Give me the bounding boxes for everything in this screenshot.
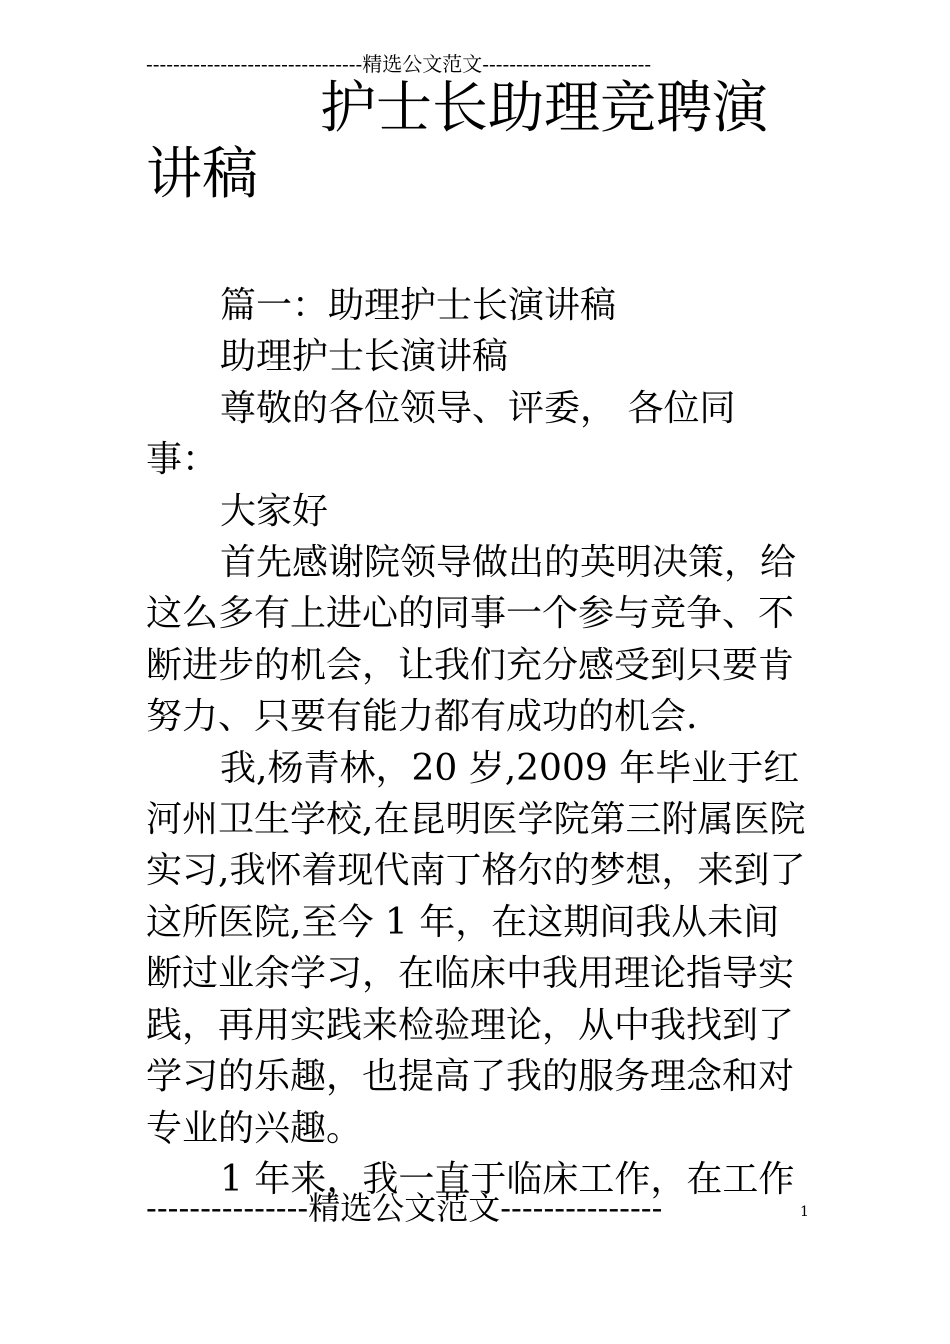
- page-header: --------------------------------精选公文范文-------------------------: [146, 52, 652, 76]
- paragraph: 1 年来，我一直于临床工作，在工作: [220, 1158, 795, 1200]
- page-footer: ---------------精选公文范文---------------: [146, 1189, 663, 1227]
- salutation: 尊敬的各位领导、评委， 各位同事：: [146, 387, 736, 481]
- title-line-2: 讲稿: [146, 142, 258, 207]
- page-number: 1: [800, 1204, 809, 1220]
- document-title: [146, 76, 806, 208]
- paragraph: 首先感谢院领导做出的英明决策，给这么多有上进心的同事一个参与竞争、不断进步的机会，让我们充分感受到只要肯努力、只要有能力都有成功的机会.: [146, 542, 797, 738]
- document-body: [146, 280, 806, 1205]
- section-heading: 篇一：助理护士长演讲稿: [220, 285, 617, 326]
- title-line-1: 护士长助理竞聘演: [320, 76, 768, 141]
- greeting: 大家好: [220, 490, 329, 532]
- paragraph: 我,杨青林，20 岁,2009 年毕业于红河州卫生学校,在昆明医学院第三附属医院实习,我怀着现代南丁格尔的梦想，来到了这所医院,至今 1 年，在这期间我从未间断过业余学习，在临床中我用理论指导实践，再用实践来检验理论，从中我找到了学习的乐趣，也提高了我的服务理念和对专业的兴趣。: [146, 747, 806, 1149]
- speech-title: 助理护士长演讲稿: [220, 336, 509, 378]
